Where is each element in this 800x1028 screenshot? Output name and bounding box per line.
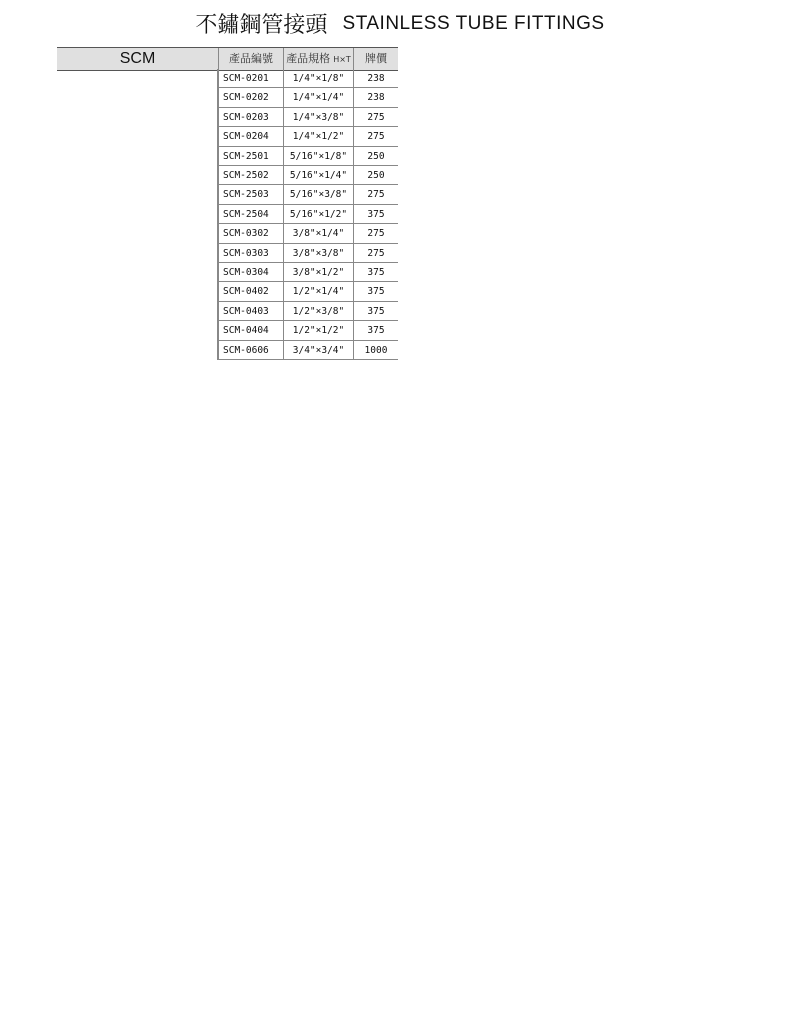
cell-price: 238 <box>353 69 398 88</box>
cell-price: 275 <box>353 224 398 243</box>
table-row <box>218 185 398 204</box>
cell-code: SCM-0302 <box>218 224 283 243</box>
cell-spec: 5/16"×1/2" <box>283 205 353 224</box>
cell-price: 375 <box>353 205 398 224</box>
cell-spec: 3/8"×3/8" <box>283 244 353 263</box>
cell-code: SCM-0606 <box>218 341 283 360</box>
cell-code: SCM-0404 <box>218 321 283 340</box>
cell-code: SCM-0203 <box>218 108 283 127</box>
cell-price: 250 <box>353 147 398 166</box>
cell-price: 375 <box>353 321 398 340</box>
cell-code: SCM-2503 <box>218 185 283 204</box>
cell-code: SCM-0303 <box>218 244 283 263</box>
cell-code: SCM-2501 <box>218 147 283 166</box>
cell-price: 375 <box>353 302 398 321</box>
cell-spec: 5/16"×1/4" <box>283 166 353 185</box>
table-row <box>218 244 398 263</box>
section-scm <box>57 47 398 360</box>
table-row <box>218 108 398 127</box>
table-row <box>218 127 398 146</box>
cell-spec: 1/4"×1/2" <box>283 127 353 146</box>
cell-code: SCM-0402 <box>218 282 283 301</box>
header-code <box>218 48 283 70</box>
cell-code: SCM-0201 <box>218 69 283 88</box>
cell-code: SCM-0204 <box>218 127 283 146</box>
cell-price: 250 <box>353 166 398 185</box>
header-spec-text: 產品規格 <box>286 52 331 65</box>
cell-price: 275 <box>353 185 398 204</box>
header-spec <box>283 48 353 70</box>
cell-code: SCM-2502 <box>218 166 283 185</box>
title-english: STAINLESS TUBE FITTINGS <box>342 12 605 34</box>
cell-spec: 3/4"×3/4" <box>283 341 353 360</box>
cell-spec: 1/2"×1/4" <box>283 282 353 301</box>
cell-code: SCM-0403 <box>218 302 283 321</box>
header-price <box>353 48 398 70</box>
cell-price: 275 <box>353 244 398 263</box>
cell-spec: 1/4"×1/8" <box>283 69 353 88</box>
cell-price: 1000 <box>353 341 398 360</box>
cell-spec: 3/8"×1/2" <box>283 263 353 282</box>
table-row <box>218 302 398 321</box>
cell-code: SCM-0304 <box>218 263 283 282</box>
table-row <box>218 88 398 107</box>
cell-spec: 1/4"×3/8" <box>283 108 353 127</box>
section-code-label: SCM <box>119 50 156 67</box>
cell-spec: 5/16"×1/8" <box>283 147 353 166</box>
cell-price: 375 <box>353 263 398 282</box>
table-row <box>218 69 398 88</box>
section-header <box>57 47 398 71</box>
header-hxt: H×T <box>333 55 351 64</box>
cell-spec: 1/2"×3/8" <box>283 302 353 321</box>
cell-price: 238 <box>353 88 398 107</box>
title-chinese: 不鏽鋼管接頭 <box>195 13 328 38</box>
cell-price: 275 <box>353 108 398 127</box>
table-row <box>218 263 398 282</box>
cell-code: SCM-2504 <box>218 205 283 224</box>
page-title <box>0 8 800 38</box>
header-code-text: 產品編號 <box>229 52 273 65</box>
table-row <box>218 205 398 224</box>
table-row <box>218 224 398 243</box>
table-row <box>218 166 398 185</box>
product-image-scm <box>57 69 218 360</box>
table-row <box>218 341 398 360</box>
table-row <box>218 282 398 301</box>
cell-code: SCM-0202 <box>218 88 283 107</box>
table-row <box>218 321 398 340</box>
cell-price: 375 <box>353 282 398 301</box>
cell-spec: 3/8"×1/4" <box>283 224 353 243</box>
cell-price: 275 <box>353 127 398 146</box>
cell-spec: 1/4"×1/4" <box>283 88 353 107</box>
table-row <box>218 147 398 166</box>
cell-spec: 1/2"×1/2" <box>283 321 353 340</box>
cell-spec: 5/16"×3/8" <box>283 185 353 204</box>
header-price-text: 牌價 <box>365 52 387 65</box>
